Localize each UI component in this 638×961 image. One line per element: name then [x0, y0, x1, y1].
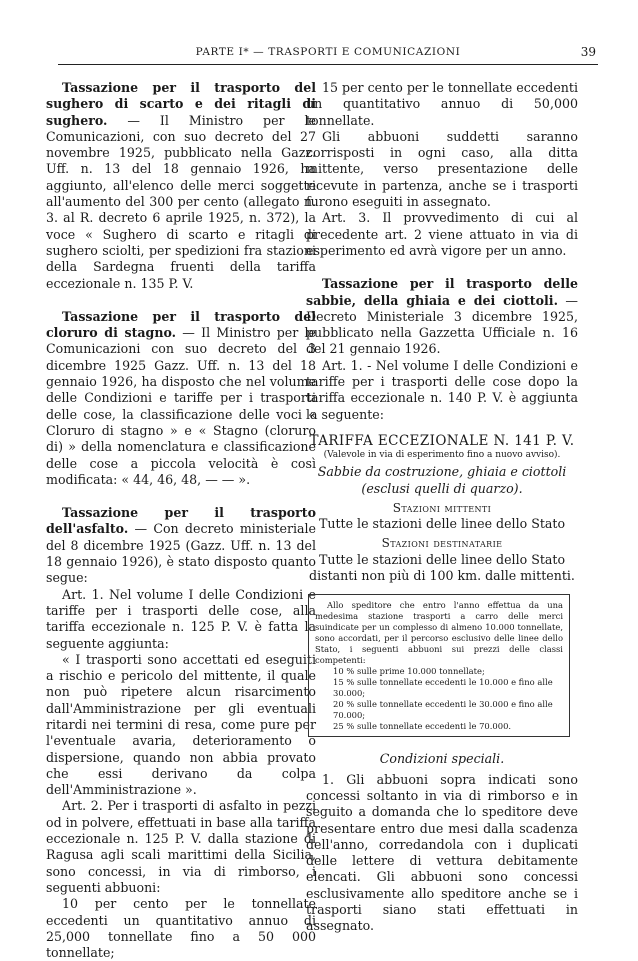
section-body: — Il Ministro per le Comunicazioni con suo decreto del 3 dicembre 1925 Gazz. Uff. n. 13 del 18 gennaio 1926, ha disposto che nel volume delle Condizioni e tariffe per i trasporti delle cose, la classificazione delle voci « Cloruro di stagno » e « Stagno (cloruro di) » della nomenclatura e classificazione delle cose a piccola velocità è così modificata: « 44, 46, 48, — — ». — [46, 325, 316, 487]
tariff-validity: (Valevole in via di esperimento fino a nuovo avviso). — [323, 450, 561, 461]
conditions-paragraph: 1. Gli abbuoni sopra indicati sono concessi soltanto in via di rimborso e in seguito a domanda che lo speditore deve presentare entro due mesi dalla scadenza dell'anno, corredandola con i duplicati delle lettere di vettura debitamente elencati. Gli abbuoni sono concessi esclusivamente allo speditore anche se i trasporti siano stati effettuati in assegnato. — [306, 771, 578, 934]
sender-stations: Tutte le stazioni delle linee dello Stato — [318, 516, 566, 532]
tariff-goods: Sabbie da costruzione, ghiaia e ciottoli (esclusi quelli di quarzo). — [317, 464, 567, 496]
discount-box — [308, 594, 570, 737]
section-title: Tassazione per il trasporto dell'asfalto. — [46, 505, 316, 537]
article-1: Art. 1. Nel volume I delle Condizioni e tariffe per i trasporti delle cose, alla tariffa eccezionale n. 125 P. V. è fatta la seguente aggiunta: — [46, 586, 316, 651]
sender-stations-heading: Stazioni mittenti — [392, 500, 492, 515]
section-title: Tassazione per il trasporto del cloruro di stagno. — [46, 308, 316, 341]
destination-stations-heading: Stazioni destinatarie — [381, 536, 503, 551]
box-intro: Allo speditore che entro l'anno effettua da una medesima stazione trasporti a carro delle merci suindicate per un complesso di almeno 10.000 tonnellate, sono accordati, per il percorso esclusivo delle linee dello Stato, i seguenti abbuoni sui prezzi delle classi competenti: — [315, 600, 563, 666]
destination-stations: Tutte le stazioni delle linee dello Stato distanti non più di 100 km. dalle mittenti. — [309, 551, 575, 584]
rate-15-percent: 15 per cento per le tonnellate eccedenti un quantitativo annuo di 50,000 tonnellate. — [306, 80, 578, 128]
rate-10-percent: 10 per cento per le tonnellate eccedenti un quantitativo annuo di 25,000 tonnellate fino a 50 000 tonnellate; — [46, 896, 316, 961]
article-3: Art. 3. Il provvedimento di cui al precedente art. 2 viene attuato in via di esperimento ed avrà vigore per un anno. — [306, 210, 578, 258]
section-body: — Con decreto ministeriale del 8 dicembre 1925 (Gazz. Uff. n. 13 del 18 gennaio 1926), è stato disposto quanto segue: — [46, 521, 316, 586]
section-cloruro — [46, 309, 316, 488]
section-title: Tassazione per il trasporto delle sabbie, della ghiaia e dei ciottoli. — [306, 276, 578, 308]
page-header — [58, 46, 598, 66]
page-number: 39 — [580, 45, 596, 59]
conditions-title: Condizioni speciali. — [379, 751, 505, 767]
running-title: PARTE I* — TRASPORTI E COMUNICAZIONI — [195, 46, 461, 58]
section-body: — Il Ministro per le Comunicazioni, con suo decreto del 27 novembre 1925, pubblicato nella Gazz. Uff. n. 13 del 18 gennaio 1926, ha aggiunto, all'elenco delle merci soggette all'aumento del 300 per cento (allegato n. 3. al R. decreto 6 aprile 1925, n. 372), la voce « Sughero di scarto e ritagli di sughero sciolti, per spedizioni fra stazioni della Sardegna fruenti della tariffa eccezionale n. 135 P. V. — [46, 112, 316, 291]
box-item: 20 % sulle tonnellate eccedenti le 30.000 e fino alle 70.000; — [333, 699, 553, 721]
tariff-title: TARIFFA ECCEZIONALE N. 141 P. V. — [309, 432, 575, 449]
box-item: 10 % sulle prime 10.000 tonnellate; — [333, 666, 485, 677]
box-item: 15 % sulle tonnellate eccedenti le 10.000 e fino alle 30.000; — [333, 677, 553, 699]
left-column — [46, 80, 316, 961]
paragraph-abbuoni: Gli abbuoni suddetti saranno corrisposti in ogni caso, alla ditta mittente, verso presentazione delle ricevute in partenza, anche se i trasporti furono eseguiti in assegnato. — [306, 128, 578, 210]
section-title: Tassazione per il trasporto del sughero di scarto e dei ritagli di sughero. — [46, 80, 316, 128]
section-sughero — [46, 80, 316, 292]
section-asfalto — [46, 505, 316, 586]
article-2: Art. 2. Per i trasporti di asfalto in pezzi od in polvere, effettuati in base alla tariffa eccezionale n. 125 P. V. dalla stazione di Ragusa agli scali marittimi della Sicilia, sono concessi, in via di rimborso, i seguenti abbuoni: — [46, 798, 316, 895]
header-rule — [58, 64, 598, 65]
right-column — [306, 80, 578, 935]
quoted-clause: « I trasporti sono accettati ed eseguiti a rischio e pericolo del mittente, il quale non può ripetere alcun risarcimento dall'Amministrazione per gli eventuali ritardi nei termini di resa, come pure per l'eventuale avaria, deterioramento o dispersione, quando non abbia provato che essi derivano da colpa dell'Amministrazione ». — [46, 651, 316, 798]
box-item: 25 % sulle tonnellate eccedenti le 70.000. — [333, 721, 512, 732]
article-1-sabbie: Art. 1. - Nel volume I delle Condizioni e tariffe per i trasporti delle cose dopo la tariffa eccezionale n. 140 P. V. è aggiunta la seguente: — [306, 357, 578, 422]
section-body: — Decreto Ministeriale 3 dicembre 1925, pubblicato nella Gazzetta Ufficiale n. 16 del 21 gennaio 1926. — [306, 292, 578, 357]
section-sabbie — [306, 276, 578, 357]
